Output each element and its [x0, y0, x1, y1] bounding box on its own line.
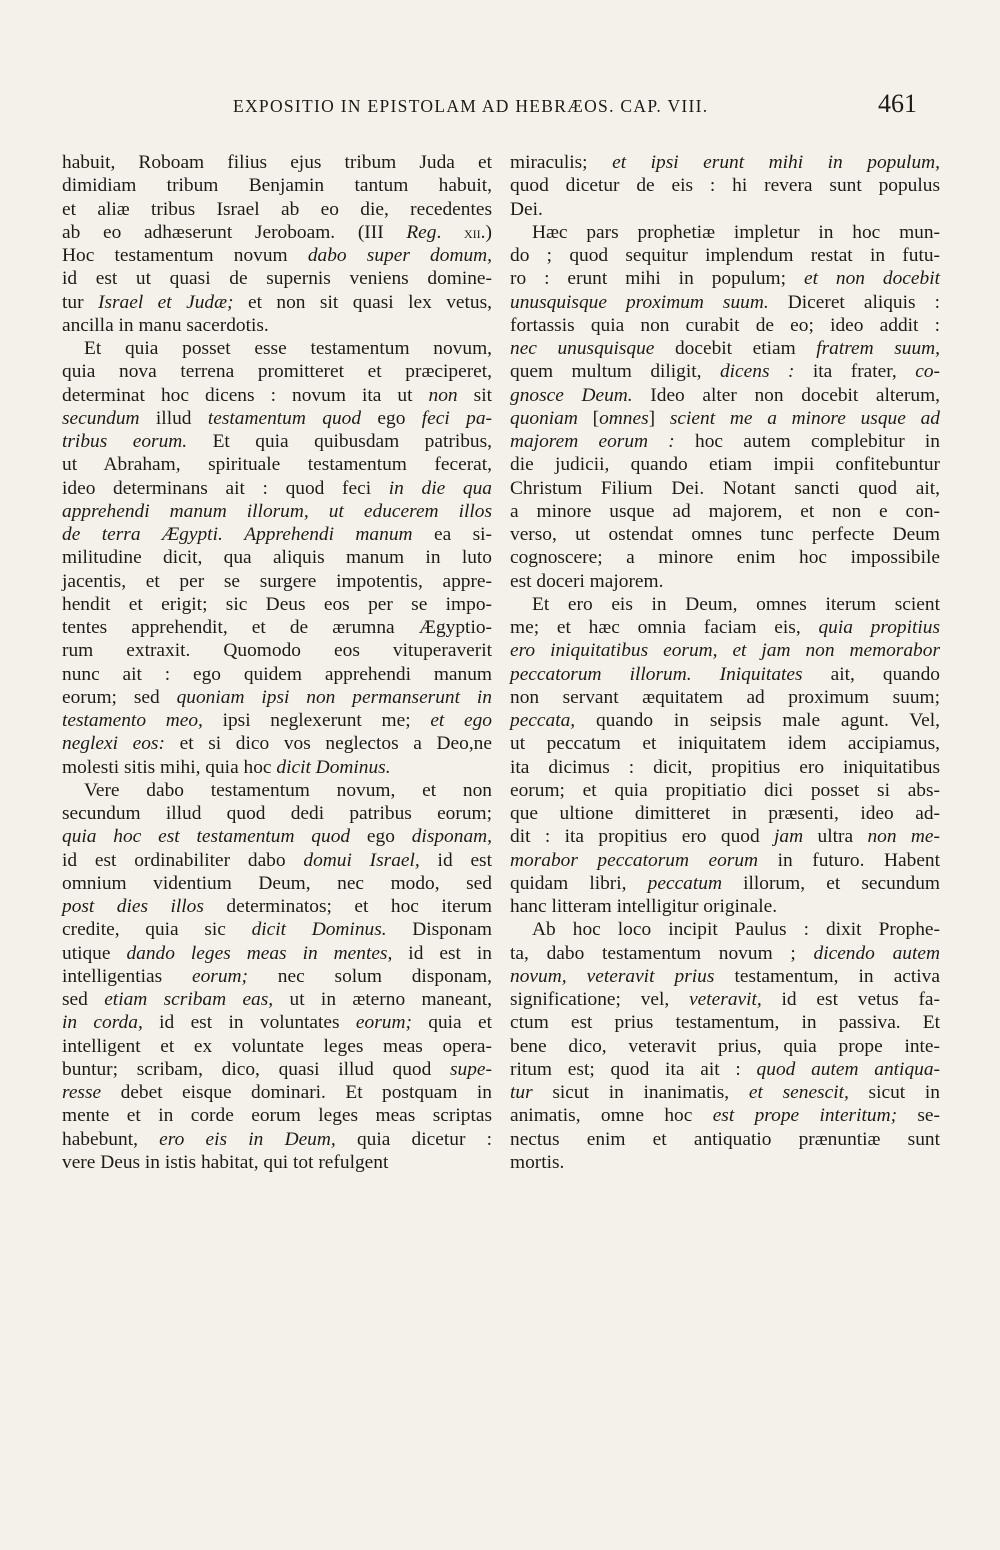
text-run: in futuro. Habent [758, 849, 941, 871]
italic-text: scient me a minore usque ad [669, 407, 940, 429]
italic-text: majorem eorum : [510, 431, 675, 452]
text-run: Christum Filium Dei. Notant sancti quod ait, [510, 477, 940, 499]
text-run: Dei. [510, 198, 543, 220]
text-run: jacentis, et per se surgere impotentis, appre- [62, 570, 492, 592]
text-run: docebit etiam [654, 338, 817, 359]
text-line [62, 221, 492, 244]
text-run: buntur; scribam, dico, quasi illud quod [62, 1058, 450, 1080]
text-run: a minore usque ad majorem, et non e con- [510, 500, 940, 522]
text-column-right [510, 151, 940, 1174]
text-line [62, 895, 492, 918]
text-run: verso, ut ostendat omnes tunc perfecte Deum [510, 524, 940, 545]
text-run: et aliæ tribus Israel ab eo die, recedentes [62, 198, 492, 220]
text-line [510, 663, 940, 686]
text-line [510, 1128, 940, 1151]
text-run: ancilla in manu sacerdotis. [62, 314, 269, 336]
italic-text: in corda, [62, 1012, 143, 1034]
text-line [62, 872, 492, 895]
text-run: quia nova terrena promitteret et præciperet, [62, 361, 492, 383]
italic-text: eorum; [355, 1012, 412, 1034]
text-line [510, 267, 940, 290]
italic-text: Iniquitates [719, 663, 803, 685]
italic-text: est prope interitum; [712, 1105, 898, 1127]
text-run [692, 664, 720, 685]
italic-text: disponam, [411, 826, 492, 848]
text-run: sicut in [848, 1082, 940, 1103]
text-run: sit [457, 384, 492, 406]
text-run: me; et hæc omnia faciam eis, [510, 617, 819, 638]
text-run: intelligentias [62, 965, 192, 987]
text-line [510, 500, 940, 523]
text-run: . [436, 221, 464, 243]
text-line [62, 825, 492, 848]
text-run: illorum, et secundum [721, 872, 940, 894]
text-run: Hoc testamentum novum [62, 245, 308, 266]
italic-text: secundum [62, 407, 140, 429]
text-line [62, 988, 492, 1011]
text-run: hoc autem complebitur in [674, 431, 940, 452]
text-run: militudine dicit, qua aliquis manum in luto [62, 547, 492, 569]
italic-text: dicit Dominus. [251, 919, 387, 941]
text-run: ait, quando [802, 663, 940, 685]
text-line [510, 151, 940, 174]
text-run: ab eo adhæserunt Jeroboam. (III [62, 221, 407, 243]
text-line [510, 360, 940, 383]
text-line [510, 523, 940, 546]
italic-text: etiam scribam eas, [104, 989, 274, 1010]
italic-text: novum, veteravit prius [510, 965, 715, 987]
text-run: Et quia quibusdam patribus, [187, 431, 492, 452]
text-line [62, 453, 492, 476]
text-line [510, 593, 940, 616]
text-run: do ; quod sequitur implendum restat in futu- [510, 245, 940, 266]
text-run: Et ero eis in Deum, omnes iterum scient [532, 593, 940, 615]
text-run: mortis. [510, 1151, 565, 1173]
text-line [510, 570, 940, 593]
text-line [510, 825, 940, 848]
text-line [510, 965, 940, 988]
text-line [510, 291, 940, 314]
text-run: ea si- [412, 524, 492, 545]
text-run: ctum est prius testamentum, in passiva. Et [510, 1012, 940, 1034]
text-run: significatione; vel, [510, 989, 690, 1010]
text-run: nunc ait : ego quidem apprehendi manum [62, 663, 492, 685]
text-run: fortassis quia non curabit de eo; ideo addit : [510, 314, 940, 336]
text-line [510, 686, 940, 709]
text-line [510, 756, 940, 779]
italic-text: non me- [867, 826, 940, 848]
italic-text: omnes [599, 407, 649, 429]
italic-text: peccatorum illorum. [510, 663, 692, 685]
italic-text: quoniam [510, 407, 578, 429]
text-run: determinat hoc dicens : novum ita ut [62, 384, 429, 406]
text-line [510, 1081, 940, 1104]
text-line [62, 593, 492, 616]
text-line [62, 314, 492, 337]
text-line [510, 616, 940, 639]
text-run: ] [648, 407, 670, 429]
running-title: EXPOSITIO IN EPISTOLAM AD HEBRÆOS. CAP. VIII. [233, 96, 709, 116]
text-run: cognoscere; a minore enim hoc impossibile [510, 547, 940, 569]
text-line [510, 1104, 940, 1127]
small-caps-text: xii [464, 222, 481, 242]
italic-text: tribus eorum. [62, 431, 188, 452]
text-run: omnium videntium Deum, nec modo, sed [62, 872, 492, 894]
text-run: ro : erunt mihi in populum; [510, 268, 804, 290]
text-line [62, 732, 492, 755]
text-line [62, 965, 492, 988]
italic-text: dando leges meas in mentes, [126, 942, 393, 964]
text-line [510, 709, 940, 732]
text-line [62, 430, 492, 453]
italic-text: peccata, [510, 710, 576, 731]
italic-text: ero iniquitatibus eorum, et jam non memorabor [510, 640, 940, 662]
italic-text: resse [62, 1082, 102, 1103]
text-line [510, 221, 940, 244]
italic-text: gnosce Deum. [510, 384, 633, 406]
text-run: ut in æterno maneant, [273, 989, 493, 1010]
text-line [62, 198, 492, 221]
italic-text: supe- [449, 1058, 492, 1080]
italic-text: tur [510, 1082, 533, 1103]
text-run: tentes apprehendit, et de ærumna Ægyptio- [62, 617, 492, 638]
text-column-left [62, 151, 492, 1174]
text-line [510, 174, 940, 197]
text-run: .) [480, 221, 492, 243]
text-run: et non sit quasi lex vetus, [233, 291, 492, 313]
text-line [62, 360, 492, 383]
text-run: secundum illud quod dedi patribus eorum; [62, 803, 492, 824]
italic-text: peccatum [647, 872, 722, 894]
text-line [510, 872, 940, 895]
text-line [62, 1104, 492, 1127]
text-run: ego [350, 826, 412, 848]
text-line [510, 337, 940, 360]
text-run [223, 524, 244, 545]
italic-text: testamento meo, [62, 710, 203, 731]
text-run: die judicii, quando etiam impii confitebuntur [510, 454, 940, 476]
text-run: id est ut quasi de supernis veniens domine- [62, 268, 492, 290]
text-line [510, 639, 940, 662]
italic-text: veteravit, [689, 989, 762, 1010]
text-line [510, 1011, 940, 1034]
text-run: illud [139, 407, 208, 429]
text-line [62, 151, 492, 174]
text-run: Disponam [386, 919, 493, 941]
text-line [510, 314, 940, 337]
text-line [62, 663, 492, 686]
text-line [510, 849, 940, 872]
italic-text: dicit Dominus. [276, 756, 391, 778]
italic-text: quia propitius [818, 617, 940, 638]
italic-text: de terra Ægypti. [62, 524, 223, 545]
italic-text: ero eis in Deum, [159, 1128, 336, 1150]
italic-text: Reg [406, 221, 437, 243]
text-run: quod dicetur de eis : hi revera sunt populus [510, 175, 940, 197]
text-run: nectus enim et antiquatio prænuntiæ sunt [510, 1128, 940, 1150]
italic-text: testamentum quod [207, 407, 362, 429]
text-run: ego [361, 407, 422, 429]
text-line [62, 686, 492, 709]
text-run: [ [577, 407, 600, 429]
text-run: testamentum, in activa [714, 965, 940, 987]
text-line [510, 895, 940, 918]
text-run: non servant æquitatem ad proximum suum; [510, 686, 940, 708]
text-run: habebunt, [62, 1128, 160, 1150]
italic-text: et ipsi erunt mihi in populum, [612, 152, 940, 173]
text-line [62, 384, 492, 407]
text-line [62, 244, 492, 267]
italic-text: feci pa- [421, 407, 492, 429]
text-run: ta, dabo testamentum novum ; [510, 942, 814, 964]
text-line [62, 570, 492, 593]
text-run: ideo determinans ait : quod feci [62, 477, 389, 499]
italic-text: quoniam ipsi non permanserunt in [176, 686, 492, 708]
text-run: que ultione dimitteret in præsenti, ideo ad- [510, 803, 940, 824]
text-run: eorum; et quia propitiatio dici posset si abs- [510, 779, 940, 801]
text-line [510, 1151, 940, 1174]
text-line [62, 639, 492, 662]
text-line [62, 291, 492, 314]
italic-text: apprehendi manum illorum, ut educerem illos [62, 500, 492, 522]
text-line [62, 1058, 492, 1081]
text-run: quia dicetur : [335, 1128, 493, 1150]
italic-text: et non docebit [803, 268, 940, 290]
text-run: eorum; sed [62, 686, 177, 708]
text-run: Ab hoc loco incipit Paulus : dixit Prophe- [532, 919, 940, 941]
text-run: mente et in corde eorum leges meas scriptas [62, 1105, 492, 1127]
italic-text: et ego [430, 710, 493, 731]
text-run: dit : ita propitius ero quod [510, 826, 775, 848]
text-run: quem multum diligit, [510, 361, 720, 383]
text-run: dimidiam tribum Benjamin tantum habuit, [62, 175, 492, 197]
text-line [510, 779, 940, 802]
text-run: ita dicimus : dicit, propitius ero iniquitatibus [510, 756, 940, 778]
text-run: Vere dabo testamentum novum, et non [84, 779, 492, 801]
text-line [62, 802, 492, 825]
text-run: id est vetus fa- [761, 989, 940, 1010]
italic-text: fratrem suum, [816, 338, 941, 359]
text-run: id est in [392, 942, 492, 964]
italic-text: jam [774, 826, 804, 848]
text-line [62, 407, 492, 430]
text-run: ultra [803, 826, 868, 848]
text-run: hendit et erigit; sic Deus eos per se impo- [62, 593, 492, 615]
text-line [510, 430, 940, 453]
italic-text: dabo super domum, [307, 245, 492, 266]
italic-text: quia hoc est testamentum quod [62, 826, 351, 848]
italic-text: quod autem antiqua- [756, 1058, 940, 1080]
text-line [62, 477, 492, 500]
text-line [62, 1128, 492, 1151]
text-run: ipsi neglexerunt me; [202, 710, 431, 731]
italic-text: Apprehendi manum [244, 524, 413, 545]
text-line [510, 477, 940, 500]
text-line [62, 918, 492, 941]
text-run: id est in voluntates [142, 1012, 356, 1034]
text-run: intelligent et ex voluntate leges meas opera- [62, 1035, 492, 1057]
text-run: ut Abraham, spirituale testamentum fecerat, [62, 454, 492, 476]
text-line [510, 942, 940, 965]
text-run: id est [419, 849, 492, 871]
text-line [62, 523, 492, 546]
text-run: credite, quia sic [62, 919, 252, 941]
text-line [62, 337, 492, 360]
text-run: quia et [411, 1012, 492, 1034]
text-line [510, 244, 940, 267]
text-line [510, 1035, 940, 1058]
text-run: ita frater, [794, 361, 916, 383]
text-run: Hæc pars prophetiæ impletur in hoc mun- [532, 221, 940, 243]
text-line [62, 267, 492, 290]
italic-text: morabor peccatorum eorum [510, 849, 759, 871]
text-line [510, 384, 940, 407]
text-line [510, 802, 940, 825]
italic-text: neglexi eos: [62, 733, 165, 755]
text-line [62, 616, 492, 639]
text-run: quidam libri, [510, 872, 648, 894]
text-run: Ideo alter non docebit alterum, [632, 384, 940, 406]
text-line [510, 546, 940, 569]
text-run: se- [897, 1105, 940, 1127]
text-run: molesti sitis mihi, quia hoc [62, 756, 277, 778]
text-run: id est ordinabiliter dabo [62, 849, 304, 871]
italic-text: unusquisque proximum suum. [510, 291, 769, 313]
italic-text: dicendo autem [813, 942, 940, 964]
text-run: Et quia posset esse testamentum novum, [84, 338, 492, 359]
text-run: sed [62, 989, 105, 1010]
text-run: ut peccatum et iniquitatem idem accipiamus, [510, 733, 940, 755]
text-line [62, 942, 492, 965]
text-line [510, 407, 940, 430]
text-line [62, 1035, 492, 1058]
italic-text: co- [915, 361, 941, 383]
text-run: miraculis; [510, 152, 613, 173]
text-run: debet eisque dominari. Et postquam in [101, 1082, 492, 1103]
text-line [510, 1058, 940, 1081]
text-line [510, 988, 940, 1011]
text-run: sicut in inanimatis, [532, 1082, 749, 1103]
text-line [62, 779, 492, 802]
text-run: animatis, omne hoc [510, 1105, 713, 1127]
italic-text: eorum; [191, 965, 248, 987]
text-line [510, 918, 940, 941]
italic-text: dicens : [719, 361, 795, 383]
page-number: 461 [878, 89, 917, 118]
text-line [510, 453, 940, 476]
running-header [0, 89, 1000, 126]
text-line [62, 709, 492, 732]
text-run: Diceret aliquis : [768, 291, 940, 313]
italic-text: Israel et Judæ; [98, 291, 234, 313]
text-run: tur [62, 291, 98, 313]
italic-text: non [428, 384, 458, 406]
text-line [62, 500, 492, 523]
text-line [62, 1151, 492, 1174]
text-run: quando in seipsis male agunt. Vel, [575, 710, 940, 731]
text-run: utique [62, 942, 127, 964]
text-run: determinatos; et hoc iterum [203, 896, 492, 917]
italic-text: nec unusquisque [510, 338, 655, 359]
italic-text: et senescit, [748, 1082, 849, 1103]
text-run: ritum est; quod ita ait : [510, 1058, 757, 1080]
text-line [510, 732, 940, 755]
text-line [62, 756, 492, 779]
text-line [62, 1011, 492, 1034]
text-run: nec solum disponam, [248, 965, 492, 987]
text-line [510, 198, 940, 221]
text-line [62, 1081, 492, 1104]
text-line [62, 174, 492, 197]
text-run: est doceri majorem. [510, 570, 664, 592]
text-run: rum extraxit. Quomodo eos vituperaverit [62, 640, 492, 662]
text-line [62, 849, 492, 872]
text-run: bene dico, veteravit prius, quia prope inte- [510, 1035, 940, 1057]
italic-text: post dies illos [62, 896, 204, 917]
italic-text: in die qua [388, 477, 492, 499]
text-run: et si dico vos neglectos a Deo,ne [164, 733, 492, 755]
text-run: hanc litteram intelligitur originale. [510, 896, 778, 917]
text-run: habuit, Roboam filius ejus tribum Juda et [62, 152, 492, 173]
italic-text: domui Israel, [303, 849, 420, 871]
text-run: vere Deus in istis habitat, qui tot refulgent [62, 1151, 389, 1173]
text-line [62, 546, 492, 569]
